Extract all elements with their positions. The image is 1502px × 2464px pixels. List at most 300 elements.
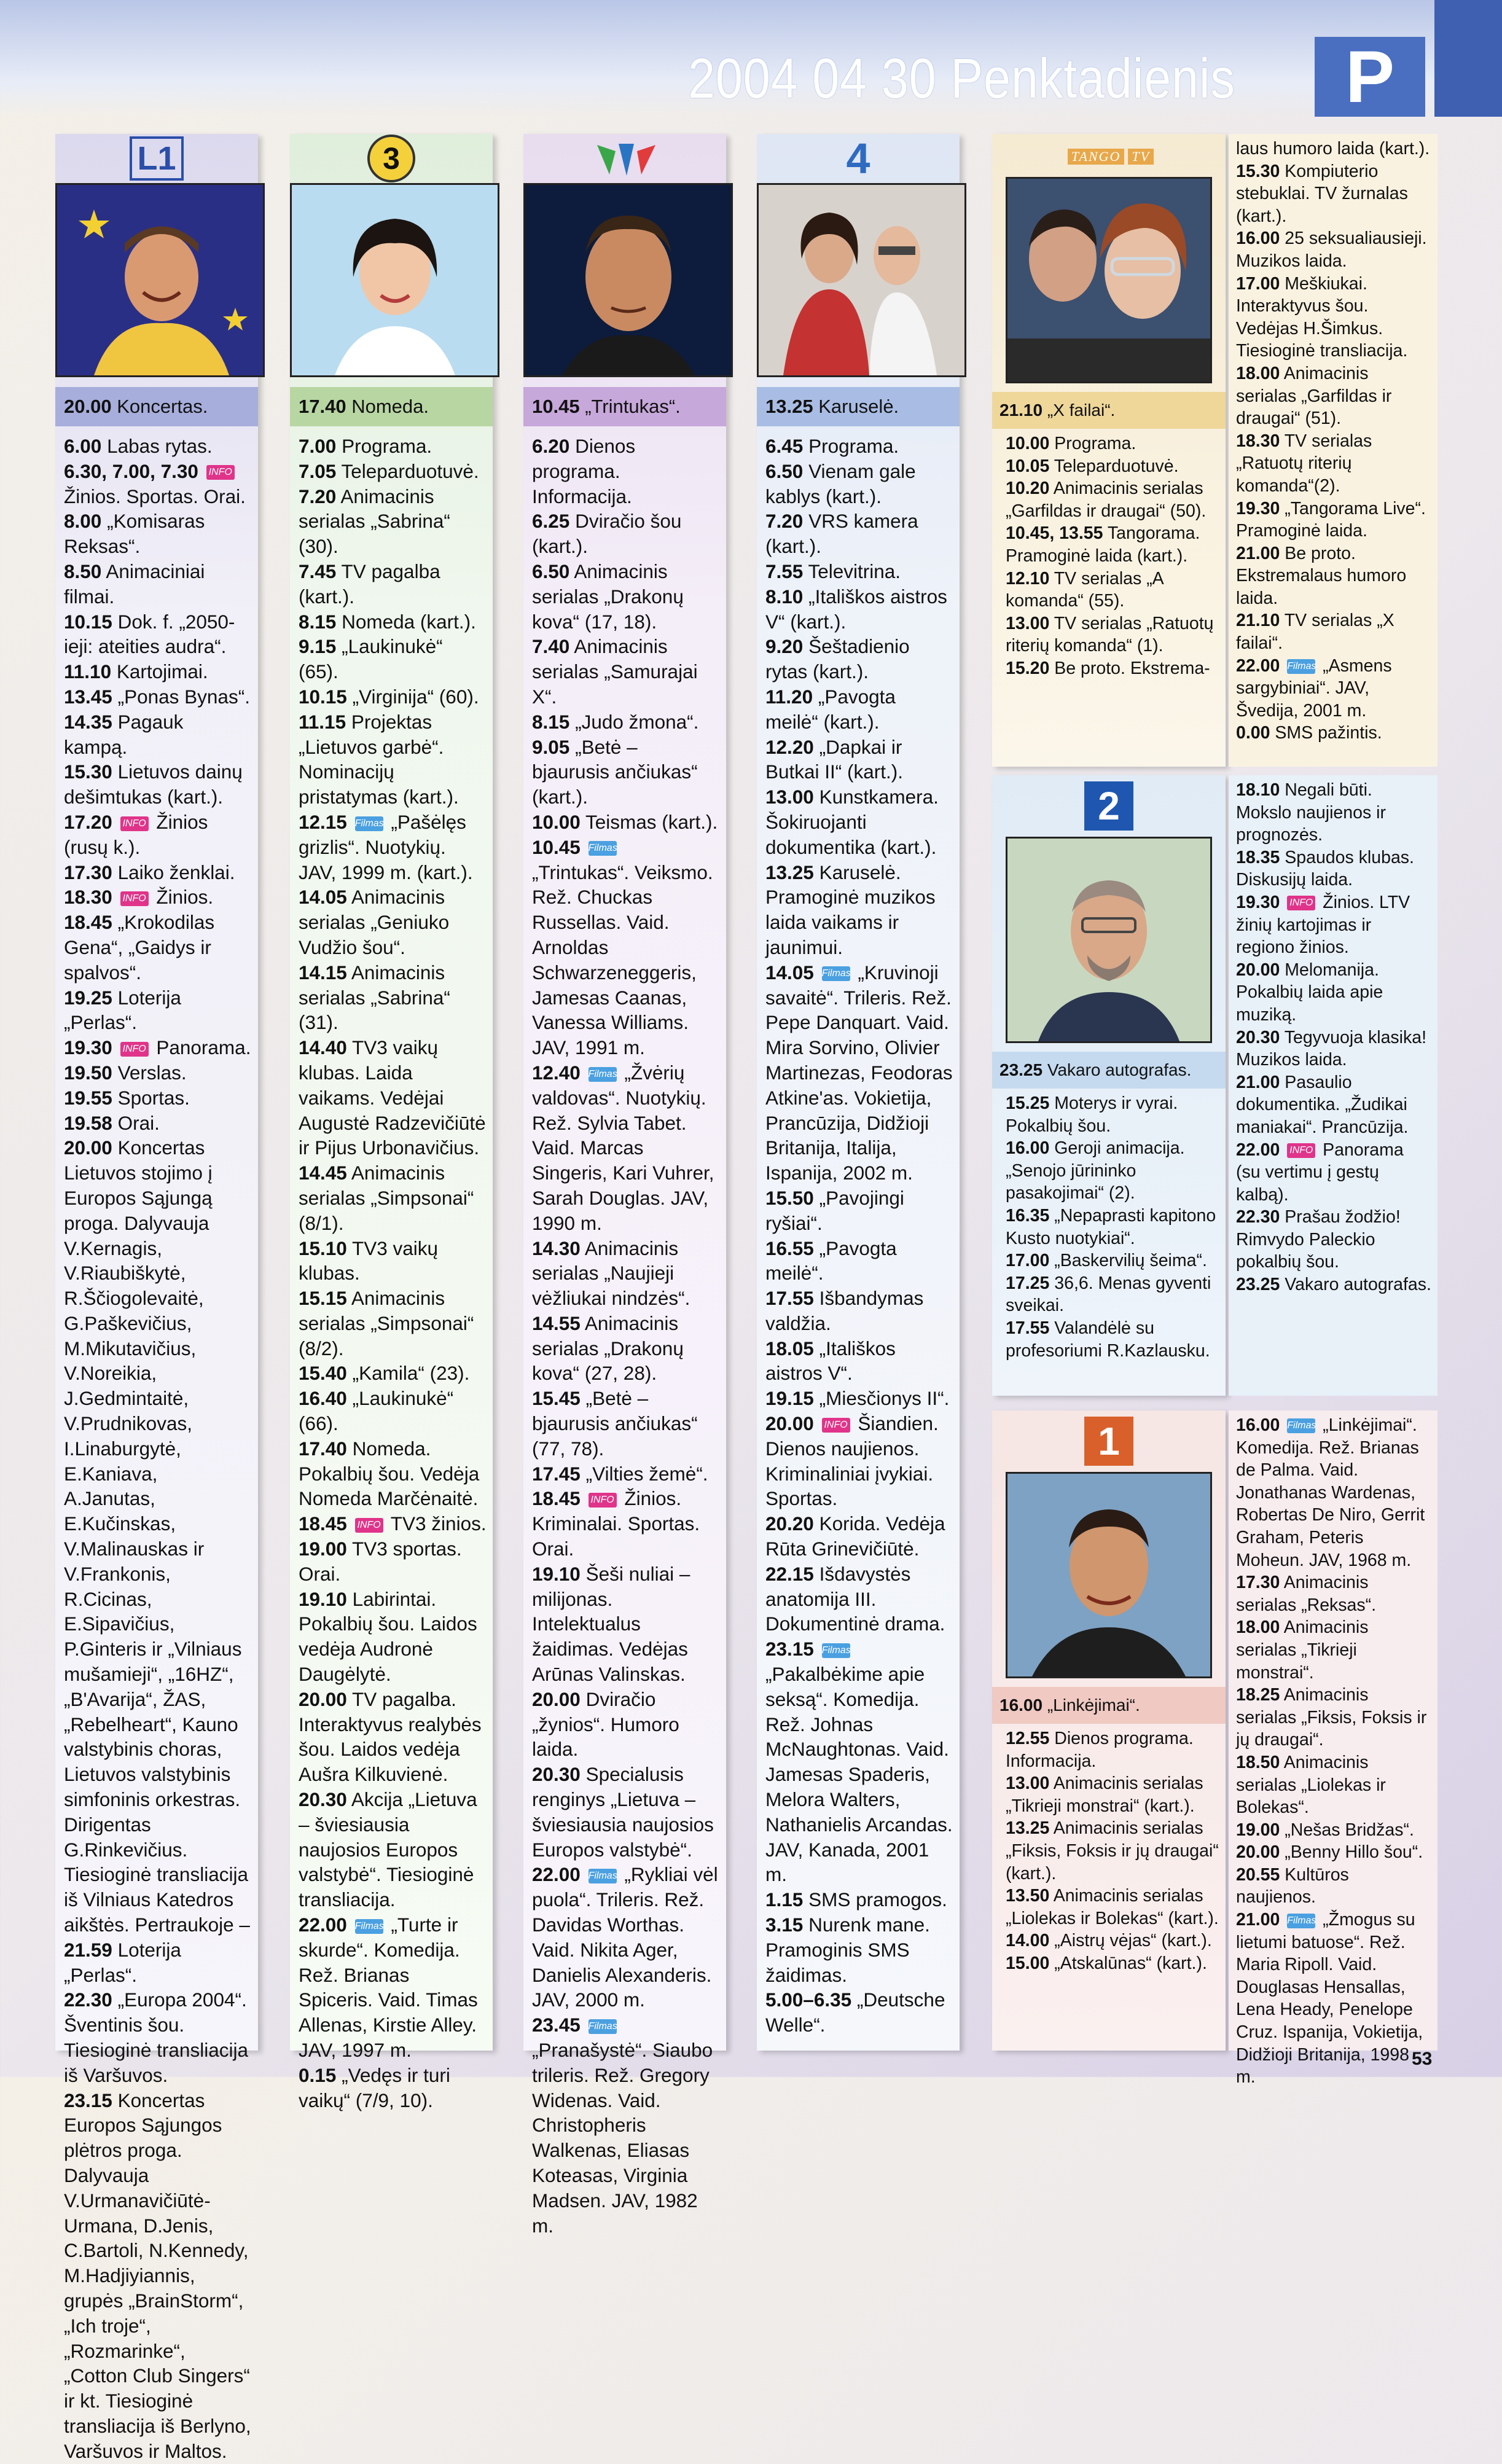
entry-text: Animacinis serialas „Liolekas ir Bolekas“ (kart.). [1006, 1886, 1219, 1928]
schedule-entry [1006, 1317, 1221, 1362]
schedule-list [523, 426, 726, 2238]
entry-time: 19.58 [64, 1111, 112, 1134]
schedule-entry [532, 1762, 720, 1862]
entry-text: Vakaro autografas. [1285, 1275, 1431, 1295]
entry-text: 25 seksualiausieji. Muzikos laida. [1236, 229, 1427, 271]
entry-text: SMS pramogos. [808, 1888, 947, 1911]
host-photo [290, 183, 499, 377]
schedule-list [992, 1724, 1226, 1975]
entry-time: 20.20 [765, 1512, 814, 1535]
entry-time: 15.45 [532, 1387, 581, 1410]
entry-text: „Linkėjimai“. Komedija. Rež. Brianas de Palma. Vaid. Jonathanas Wardenas, Robertas De Niro, Gerrit Graham, Peteris Moheun. JAV, 1968 m. [1236, 1415, 1425, 1570]
entry-text: Karuselė. Pramoginė muzikos laida vaikams ir jaunimui. [765, 861, 936, 958]
entry-text: Šeštadienio rytas (kart.). [765, 635, 910, 683]
entry-time: 15.15 [299, 1287, 347, 1310]
entry-text: Šiandien. Dienos naujienos. Kriminaliniai įvykiai. Sportas. [765, 1412, 939, 1510]
entry-text: Teleparduotuvė. [341, 460, 479, 482]
entry-time: 7.00 [299, 435, 337, 457]
schedule-entry [1236, 160, 1433, 228]
schedule-list [1229, 134, 1437, 745]
entry-time: 18.35 [1236, 847, 1280, 867]
schedule-entry [1236, 1616, 1433, 1684]
schedule-entry [1236, 1139, 1433, 1207]
schedule-entry [532, 1562, 720, 1687]
entry-text: Programa. [342, 435, 432, 457]
entry-time: 21.00 [1236, 543, 1280, 563]
entry-time: 21.00 [1236, 1910, 1280, 1930]
entry-text: Projektas „Lietuvos garbė“. Nominacijų pristatymas (kart.). [299, 710, 459, 808]
film-icon [589, 1067, 617, 1082]
entry-time: 12.55 [1006, 1729, 1050, 1748]
film-icon [1287, 1418, 1315, 1433]
entry-text: Orai. [117, 1111, 160, 1134]
entry-time: 20.55 [1236, 1864, 1280, 1885]
entry-time: 17.30 [1236, 1573, 1280, 1593]
entry-time: 22.00 [1236, 1140, 1280, 1160]
schedule-entry [64, 459, 252, 509]
entry-text: VRS kamera (kart.). [765, 510, 918, 558]
entry-text: „Pranašystė“. Siaubo trileris. Rež. Gregory Widenas. Vaid. Christopheris Walkenas, Eliasas Koteasas, Virginia Madsen. JAV, 1982 m. [532, 2039, 713, 2237]
entry-text: „Pavojingi ryšiai“. [765, 1186, 904, 1234]
entry-text: Nomeda. Pokalbių šou. Vedėja Nomeda Marčėnaitė. [299, 1437, 480, 1510]
schedule-entry [64, 659, 252, 684]
highlight-caption: 10.45 „Trintukas“. [523, 387, 726, 426]
schedule-entry [64, 710, 252, 760]
entry-text: Meškiukai. Interaktyvus šou. Vedėjas H.Šimkus. Tiesioginė transliacija. [1236, 273, 1408, 361]
channel-column-lnk [523, 134, 726, 2237]
schedule-entry [765, 1411, 953, 1511]
schedule-entry [1006, 657, 1221, 680]
schedule-entry [64, 509, 252, 559]
schedule-entry [299, 1386, 487, 1436]
entry-time: 10.45, 13.55 [1006, 523, 1103, 544]
entry-text: „Trintukas“. Veiksmo. Rež. Chuckas Russellas. Vaid. Arnoldas Schwarzeneggeris, Jamesas Caanas, Vanessa Williams. JAV, 1991 m. [532, 861, 713, 1059]
schedule-entry [1006, 455, 1221, 478]
schedule-entry [765, 1186, 953, 1236]
schedule-entry [765, 434, 953, 459]
entry-text: Animacinis serialas „Reksas“. [1236, 1573, 1377, 1615]
info-icon [1287, 896, 1315, 910]
entry-text: Išdavystės anatomija III. Dokumentinė drama. [765, 1562, 945, 1635]
info-icon [355, 1518, 383, 1533]
entry-time: 21.10 [1236, 611, 1280, 631]
entry-text: Specialusis renginys „Lietuva – šviesiausia naujosios Europos valstybė“. [532, 1763, 714, 1861]
schedule-entry [64, 985, 252, 1036]
lrt-logo: L1 [55, 134, 258, 183]
schedule-entry [1236, 1864, 1433, 1909]
schedule-entry [1236, 1751, 1433, 1819]
entry-time: 9.20 [765, 635, 804, 658]
schedule-entry [765, 1987, 953, 2038]
entry-text: „Tangorama Live“. Pramoginė laida. [1236, 498, 1426, 541]
schedule-list [1229, 775, 1437, 1296]
entry-time: 23.15 [64, 2089, 112, 2111]
tv4-logo: 4 [846, 135, 870, 182]
entry-time: 1.15 [765, 1888, 804, 1911]
info-icon [589, 1493, 617, 1508]
entry-time: 17.30 [64, 861, 112, 883]
entry-time: 10.00 [532, 810, 581, 833]
entry-time: 14.35 [64, 710, 112, 733]
entry-text: Spaudos klubas. Diskusijų laida. [1236, 847, 1414, 890]
schedule-entry [765, 1511, 953, 1562]
entry-text: Animacinis serialas „Tikrieji monstrai“ (kart.). [1006, 1774, 1203, 1816]
entry-time: 22.00 [1236, 655, 1280, 676]
entry-text: Geroji animacija. „Senojo jūrininko pasakojimai“ (2). [1006, 1138, 1185, 1203]
entry-text: Žinios (rusų k.). [64, 810, 208, 858]
schedule-entry [1006, 1727, 1221, 1772]
entry-time: 0.00 [1236, 723, 1270, 743]
info-icon [1287, 1143, 1315, 1158]
entry-time: 22.30 [1236, 1207, 1280, 1227]
schedule-entry [1236, 1684, 1433, 1751]
entry-text: „Turte ir skurde“. Komedija. Rež. Brianas Spiceris. Vaid. Timas Allenas, Kirstie Alley. JAV, 1997 m. [299, 1914, 478, 2061]
schedule-entry [532, 634, 720, 709]
entry-text: „Nešas Bridžas“. [1285, 1820, 1414, 1840]
hosts-photo [757, 183, 966, 377]
entry-text: laus humoro laida (kart.). [1236, 139, 1430, 158]
entry-time: 16.00 [1236, 229, 1280, 249]
entry-time: 8.15 [299, 610, 337, 633]
schedule-entry [1006, 1885, 1221, 1930]
schedule-entry [1006, 1817, 1221, 1885]
schedule-list [290, 426, 493, 2113]
ltv2-continued [1229, 775, 1437, 1396]
entry-text: „Asmens sargybiniai“. JAV, Švedija, 2001 m. [1236, 655, 1392, 721]
channel-column-lrt [55, 134, 258, 2462]
entry-text: „Baskervilių šeima“. [1054, 1251, 1207, 1271]
entry-time: 16.55 [765, 1237, 814, 1259]
entry-text: TV serialas „X failai“. [1236, 611, 1394, 654]
entry-time: 19.10 [299, 1587, 347, 1610]
entry-time: 8.50 [64, 560, 102, 582]
schedule-entry [1236, 655, 1433, 722]
channel-block-ltv1 [992, 1410, 1226, 2051]
schedule-entry [299, 684, 487, 710]
entry-text: „Itališkos aistros V“. [765, 1337, 896, 1385]
entry-time: 12.40 [532, 1061, 581, 1084]
schedule-entry [1236, 1571, 1433, 1616]
entry-time: 12.10 [1006, 568, 1050, 589]
entry-time: 12.15 [299, 810, 347, 833]
schedule-entry [1236, 1027, 1433, 1071]
entry-text: „Dapkai ir Butkai II“ (kart.). [765, 735, 904, 783]
entry-text: TV3 žinios. [390, 1512, 487, 1535]
entry-time: 20.00 [299, 1688, 347, 1710]
entry-text: „Miesčionys II“. [819, 1387, 950, 1410]
entry-text: „Vilties žemė“. [585, 1462, 708, 1485]
entry-time: 7.05 [299, 460, 337, 482]
entry-time: 10.15 [299, 685, 347, 708]
entry-text: Teleparduotuvė. [1054, 456, 1179, 476]
entry-text: 36,6. Menas gyventi sveikai. [1006, 1273, 1211, 1316]
entry-text: Animacinis serialas „Tikrieji monstrai“. [1236, 1617, 1369, 1683]
schedule-entry [1236, 959, 1433, 1027]
entry-time: 14.30 [532, 1237, 581, 1259]
entry-time: 18.50 [1236, 1752, 1280, 1772]
entry-time: 18.10 [1236, 780, 1280, 800]
entry-time: 17.55 [765, 1287, 814, 1310]
film-icon [355, 816, 383, 831]
entry-time: 19.30 [64, 1036, 112, 1059]
entry-time: 20.00 [1236, 1842, 1280, 1863]
schedule-entry [64, 684, 252, 710]
schedule-entry [532, 2012, 720, 2238]
entry-text: Korida. Vedėja Rūta Grinevičiūtė. [765, 1512, 945, 1560]
schedule-entry [299, 1687, 487, 1787]
entry-time: 14.55 [532, 1312, 581, 1334]
schedule-entry [1006, 432, 1221, 455]
schedule-entry [64, 1111, 252, 1136]
schedule-entry [1006, 1250, 1221, 1272]
entry-time: 6.45 [765, 435, 804, 457]
schedule-entry [1236, 138, 1433, 160]
schedule-entry [299, 484, 487, 559]
entry-text: „Laukinukė“ (65). [299, 635, 443, 683]
entry-time: 7.45 [299, 560, 337, 582]
schedule-entry [299, 960, 487, 1035]
schedule-entry [64, 810, 252, 860]
entry-text: Išbandymas valdžia. [765, 1287, 924, 1334]
schedule-entry [64, 860, 252, 885]
entry-text: Nomeda (kart.). [342, 610, 476, 633]
entry-text: Animacinis serialas „Sabrina“ (30). [299, 485, 450, 558]
info-icon [120, 816, 149, 831]
entry-text: Kultūros naujienos. [1236, 1864, 1349, 1907]
entry-time: 15.20 [1006, 658, 1050, 678]
film-icon [1287, 1914, 1315, 1928]
entry-text: Šeši nuliai – milijonas. Intelektualus žaidimas. Vedėjas Arūnas Valinskas. [532, 1562, 690, 1686]
schedule-entry [299, 459, 487, 484]
entry-time: 20.00 [64, 1136, 112, 1159]
schedule-entry [64, 910, 252, 985]
entry-time: 14.05 [765, 961, 814, 984]
film-icon [822, 1643, 850, 1658]
entry-time: 3.15 [765, 1914, 804, 1936]
entry-text: Animacinis serialas „Simpsonai“ (8/2). [299, 1287, 474, 1359]
entry-text: „Aistrų vėjas“ (kart.). [1054, 1931, 1212, 1951]
entry-text: Animacinis serialas „Garfildas ir draugai“ (50). [1006, 479, 1207, 521]
schedule-entry [765, 1637, 953, 1887]
schedule-entry [765, 1912, 953, 1987]
entry-text: Dok. f. „2050-ieji: ateities audra“. [64, 610, 235, 658]
entry-text: Programa. [808, 435, 899, 457]
entry-time: 18.45 [299, 1512, 347, 1535]
entry-time: 17.40 [299, 1437, 347, 1460]
entry-time: 15.50 [765, 1186, 814, 1209]
entry-time: 15.00 [1006, 1953, 1050, 1973]
schedule-entry [765, 860, 953, 960]
schedule-entry [532, 1311, 720, 1386]
entry-time: 17.00 [1006, 1251, 1050, 1271]
entry-time: 23.15 [765, 1638, 814, 1660]
entry-time: 22.30 [64, 1989, 112, 2011]
schedule-entry [765, 784, 953, 859]
entry-time: 17.55 [1006, 1318, 1050, 1338]
info-icon [206, 465, 235, 480]
schedule-entry [1006, 477, 1221, 522]
schedule-entry [299, 810, 487, 885]
schedule-entry [1006, 1930, 1221, 1952]
schedule-entry [532, 1862, 720, 2012]
entry-time: 16.35 [1006, 1205, 1050, 1226]
schedule-entry [299, 1035, 487, 1160]
entry-text: „Pavogta meilė“ (kart.). [765, 685, 896, 733]
entry-text: Animacinis serialas „Simpsonai“ (8/1). [299, 1162, 474, 1234]
entry-time: 14.00 [1006, 1931, 1050, 1951]
schedule-entry [299, 434, 487, 459]
schedule-entry [532, 710, 720, 735]
schedule-entry [532, 559, 720, 634]
entry-time: 10.00 [1006, 434, 1050, 453]
entry-text: „Kamila“ (23). [352, 1362, 470, 1385]
schedule-entry [299, 2063, 487, 2113]
entry-time: 12.20 [765, 735, 814, 758]
entry-text: Kunstkamera. Šokiruojanti dokumentika (kart.). [765, 786, 939, 858]
tango-logo-badge: TV [1128, 149, 1154, 165]
schedule-entry [1236, 847, 1433, 891]
entry-text: „Benny Hillo šou“. [1285, 1842, 1423, 1863]
entry-time: 7.20 [765, 510, 804, 533]
entry-time: 19.50 [64, 1061, 112, 1084]
entry-time: 13.25 [765, 861, 814, 883]
schedule-entry [1006, 1772, 1221, 1817]
schedule-entry [1236, 273, 1433, 362]
entry-time: 10.15 [64, 610, 112, 633]
entry-time: 19.30 [1236, 892, 1280, 912]
schedule-entry [299, 609, 487, 635]
schedule-entry [1006, 1092, 1221, 1137]
schedule-entry [1006, 1272, 1221, 1317]
entry-time: 21.59 [64, 1938, 112, 1961]
entry-text: „Betė – bjaurusis ančiukas“ (kart.). [532, 735, 698, 808]
schedule-entry [532, 1236, 720, 1311]
entry-time: 15.40 [299, 1362, 347, 1385]
entry-text: „Virginija“ (60). [352, 685, 479, 708]
entry-time: 23.45 [532, 2014, 581, 2036]
schedule-entry [765, 509, 953, 559]
entry-text: SMS pažintis. [1275, 723, 1382, 743]
schedule-entry [765, 559, 953, 584]
entry-text: TV pagalba. Interaktyvus realybės šou. Laidos vedėja Aušra Kilkuvienė. [299, 1688, 482, 1786]
schedule-entry [1236, 227, 1433, 272]
entry-text: Animacinis serialas „Sabrina“ (31). [299, 961, 450, 1034]
entry-time: 20.00 [1236, 960, 1280, 980]
schedule-entry [64, 2088, 252, 2464]
entry-time: 6.00 [64, 435, 102, 457]
entry-time: 17.45 [532, 1462, 581, 1485]
entry-text: „Kruvinoji savaitė“. Trileris. Rež. Pepe Danquart. Vaid. Mira Sorvino, Olivier Martinezas, Feodoras Atkine'as. Vokietija, Prancūzija, Didžioji Britanija, Italija, Ispanija, 2002 m. [765, 961, 953, 1184]
entry-time: 22.15 [765, 1562, 814, 1585]
entry-text: Vienam gale kablys (kart.). [765, 460, 916, 507]
entry-text: Loterija „Perlas“. [64, 986, 181, 1034]
page-header [0, 0, 1502, 117]
schedule-entry [64, 434, 252, 459]
entry-time: 20.30 [1236, 1027, 1280, 1047]
entry-time: 0.15 [299, 2063, 337, 2086]
entry-time: 9.05 [532, 735, 570, 758]
entry-text: „Betė – bjaurusis ančiukas“ (77, 78). [532, 1387, 698, 1460]
schedule-entry [1236, 1414, 1433, 1571]
entry-text: TV serialas „Ratuotų riterių komanda“ (1). [1006, 613, 1214, 656]
entry-text: Loterija „Perlas“. [64, 1938, 181, 1986]
series-photo [1006, 177, 1212, 383]
date-title: 2004 04 30 Penktadienis [688, 47, 1235, 110]
entry-text: Animacinis serialas „Naujieji vėžliukai nindzės“. [532, 1237, 690, 1310]
film-icon [822, 966, 850, 981]
entry-text: Dienos programa. Informacija. [1006, 1729, 1194, 1771]
schedule-entry [765, 1562, 953, 1637]
schedule-list [55, 426, 258, 2464]
entry-time: 6.50 [765, 460, 804, 482]
entry-text: TV serialas „Ratuotų riterių komanda“(2). [1236, 431, 1372, 496]
entry-text: Akcija „Lietuva – šviesiausia naujosios Europos valstybė“. Tiesioginė transliacija. [299, 1788, 477, 1911]
entry-time: 23.25 [1236, 1275, 1280, 1295]
entry-text: Pasaulio dokumentika. „Žudikai maniakai“. Prancūzija. [1236, 1072, 1409, 1137]
entry-text: Animacinis serialas „Drakonų kova“ (27, 28). [532, 1312, 684, 1385]
entry-text: Žinios. Kriminalai. Sportas. Orai. [532, 1487, 700, 1560]
entry-text: TV serialas „A komanda“ (55). [1006, 568, 1164, 611]
entry-time: 20.30 [299, 1788, 347, 1811]
schedule-entry [1236, 1071, 1433, 1139]
entry-time: 13.45 [64, 685, 112, 708]
entry-text: Lietuvos dainų dešimtukas (kart.). [64, 761, 243, 808]
entry-time: 13.00 [1006, 613, 1050, 633]
highlight-caption: 21.10 „X failai“. [992, 392, 1226, 429]
schedule-entry [532, 1461, 720, 1487]
schedule-entry [765, 634, 953, 684]
entry-time: 18.05 [765, 1337, 814, 1359]
entry-text: Animacinis serialas „Samurajai X“. [532, 635, 698, 708]
schedule-entry [299, 1587, 487, 1687]
entry-time: 13.25 [1006, 1818, 1050, 1839]
schedule-list [992, 1089, 1226, 1362]
schedule-entry [1236, 779, 1433, 847]
ltv2-logo [992, 775, 1226, 837]
schedule-entry [299, 559, 487, 609]
entry-time: 22.00 [299, 1914, 347, 1936]
entry-text: Prašau žodžio! Rimvydo Paleckio pokalbių šou. [1236, 1207, 1401, 1272]
entry-time: 6.50 [532, 560, 570, 582]
entry-text: Animacinis serialas „Liolekas ir Bolekas“. [1236, 1752, 1386, 1818]
schedule-entry [1236, 1841, 1433, 1864]
entry-time: 19.15 [765, 1387, 814, 1410]
entry-text: Be proto. Ekstrema- [1054, 658, 1210, 678]
entry-time: 11.15 [299, 710, 346, 733]
entry-time: 10.45 [532, 835, 581, 858]
entry-text: Labirintai. Pokalbių šou. Laidos vedėja Audronė Daugėlytė. [299, 1587, 477, 1686]
entry-time: 7.40 [532, 635, 570, 658]
entry-text: „Europa 2004“. Šventinis šou. Tiesioginė transliacija iš Varšuvos. [64, 1989, 248, 2086]
entry-text: „Atskalūnas“ (kart.). [1054, 1953, 1207, 1973]
info-icon [822, 1418, 850, 1433]
entry-text: TV pagalba (kart.). [299, 560, 440, 608]
entry-time: 18.00 [1236, 363, 1280, 383]
entry-time: 19.10 [532, 1562, 581, 1585]
page-number: 53 [1412, 2049, 1433, 2069]
schedule-entry [765, 584, 953, 635]
schedule-entry [532, 835, 720, 1060]
entry-text: „Pašėlęs grizlis“. Nuotykių. JAV, 1999 m. (kart.). [299, 810, 473, 883]
entry-text: Animacinis serialas „Garfildas ir draugai“ (51). [1236, 363, 1392, 429]
entry-text: „Deutsche Welle“. [765, 1989, 945, 2036]
schedule-entry [1236, 722, 1433, 745]
film-icon [589, 841, 617, 856]
channel-block-ltv2 [992, 775, 1226, 1396]
highlight-caption: 20.00 Koncertas. [55, 387, 258, 426]
schedule-entry [765, 960, 953, 1186]
entry-text: Animacinis serialas „Geniuko Vudžio šou“. [299, 886, 450, 958]
